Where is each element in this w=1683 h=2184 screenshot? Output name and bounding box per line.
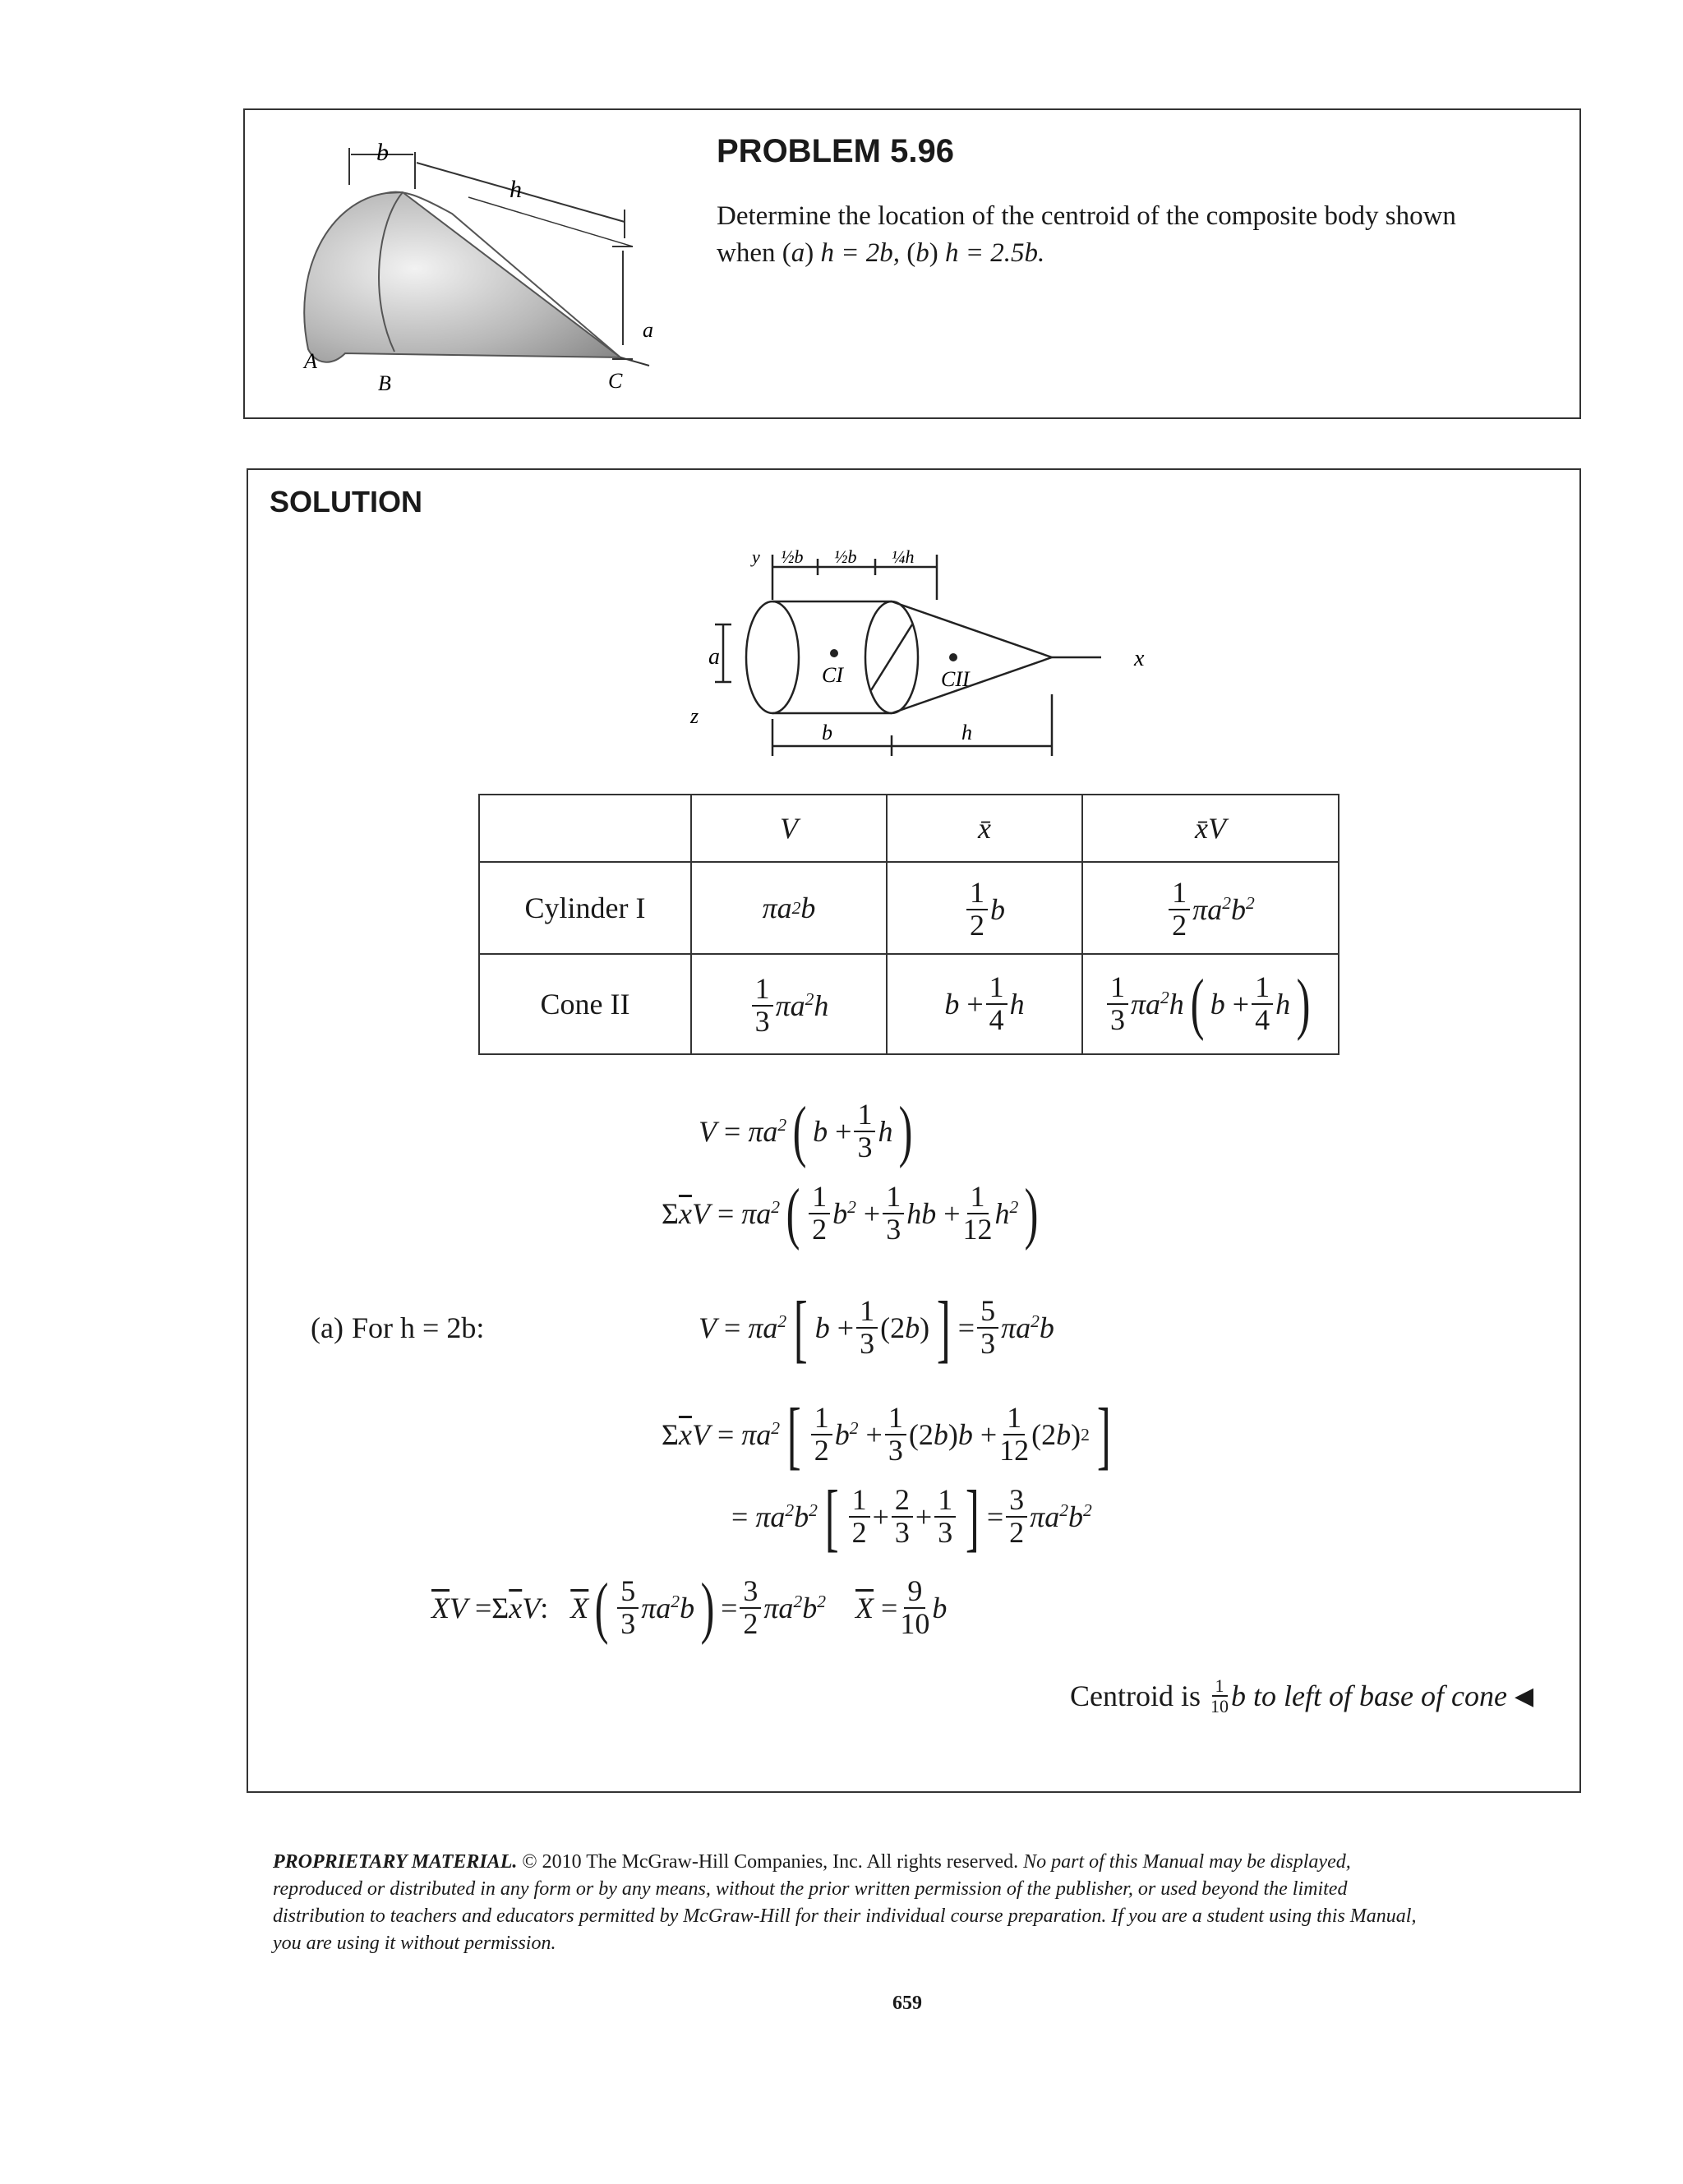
eq-sum-xV-a-simplified: = $\pi a^2b^2$ [ $\frac{1}{2}$ + $\frac{2}{3}$ + $\frac{1}{3}$ ] = $\frac{3}{2}$ $\pi a^2b^2$ (731, 1475, 1092, 1559)
part-a-label: (a) (311, 1311, 344, 1344)
answer-marker-icon: ◀ (1514, 1682, 1534, 1710)
problem-statement-line2: when (a) h = 2b, (b) h = 2.5b. (717, 238, 1045, 268)
problem-statement-line1: Determine the location of the centroid of the composite body shown (717, 201, 1456, 231)
solution-sketch (674, 542, 1183, 772)
row-name-cylinder: Cylinder I (479, 862, 691, 954)
eq-centroid-a: $\overline{X}$ V =Σ $\overline{x}$ V : $\overline{X}$ ( $\frac{5}{3}$ $\pi a^2b$ ) = $\frac{3}{2}$ $\pi a^2b^2$ $\overline{X}$ = $\frac{9}{10}$ b (431, 1569, 948, 1646)
problem-title: PROBLEM 5.96 (717, 133, 954, 169)
label-B: B (378, 371, 391, 395)
table-row: Cone II $\frac{1}{3}$ $\pi a^2h$ b + $\frac{1}{4}$ h $\frac{1}{3}$ $\pi a^2h$ ( b + $\frac{1}{4}$ h ) (479, 954, 1339, 1054)
row-name-cone: Cone II (479, 954, 691, 1054)
answer-line: Centroid is $\frac{1}{10}$ b to left of base of cone ◀ (1070, 1675, 1534, 1717)
dim-half-b-1: ½b (781, 546, 804, 567)
composite-body-figure (271, 131, 699, 411)
label-h: h (510, 176, 522, 203)
table-header-empty (479, 795, 691, 862)
label-A: A (304, 349, 317, 373)
eq-sum-xV: Σ $\overline{x}$ V = $\pi a^2$ ( $\frac{1}{2}$ $b^2$ + $\frac{1}{3}$ hb + $\frac{1}{12}$ $h^2$ ) (662, 1175, 1039, 1251)
copyright-notice: PROPRIETARY MATERIAL. © 2010 The McGraw-Hill Companies, Inc. All rights reserved. No part of this Manual may be displayed, reproduced or distributed in any form or by any means, without the prior written permission of the publisher, or used beyond the limited distribution to teachers and educators permitted by McGraw-Hill for their individual course preparation. If you are a student using this Manual, you are using it without permission. (273, 1851, 1417, 1954)
solution-heading: SOLUTION (270, 485, 422, 518)
centroid-CI: CI (822, 663, 843, 687)
dim-quarter-h: ¼h (892, 546, 915, 567)
table-row: Cylinder I πa 2 b $\frac{1}{2}$ b $\frac{1}{2}$ $\pi a^2b^2$ (479, 862, 1339, 954)
label-a: a (643, 318, 653, 342)
part-a-condition: For h = 2b: (352, 1311, 485, 1344)
eq-volume-a: V = $\pi a^2$ [ b + $\frac{1}{3}$ (2 b ) ] = $\frac{5}{3}$ $\pi a^2b$ (699, 1286, 1054, 1370)
axis-z: z (690, 704, 699, 728)
eq-total-volume: V = $\pi a^2$ ( b + $\frac{1}{3}$ h ) (699, 1093, 913, 1169)
sketch-b: b (822, 721, 832, 744)
label-C: C (608, 369, 623, 393)
centroid-table (478, 794, 1339, 1055)
sketch-h: h (961, 721, 972, 744)
sketch-a: a (708, 644, 720, 670)
page-number: 659 (892, 1993, 922, 2014)
table-header-V: V (691, 795, 887, 862)
eq-sum-xV-a: Σ $\overline{x}$ V = $\pi a^2$ [ $\frac{1}{2}$ $b^2$ + $\frac{1}{3}$ (2 b ) b + $\frac{1}{12}$ (2 b ) 2 ] (662, 1393, 1111, 1477)
dim-half-b-2: ½b (834, 546, 857, 567)
axis-y: y (752, 546, 760, 567)
axis-x: x (1134, 646, 1145, 671)
table-header-xbar: x̄ (887, 795, 1082, 862)
table-header-xbarV: x̄V (1082, 795, 1339, 862)
label-b: b (376, 139, 389, 166)
centroid-CII: CII (941, 667, 970, 691)
body-shape (304, 192, 620, 362)
